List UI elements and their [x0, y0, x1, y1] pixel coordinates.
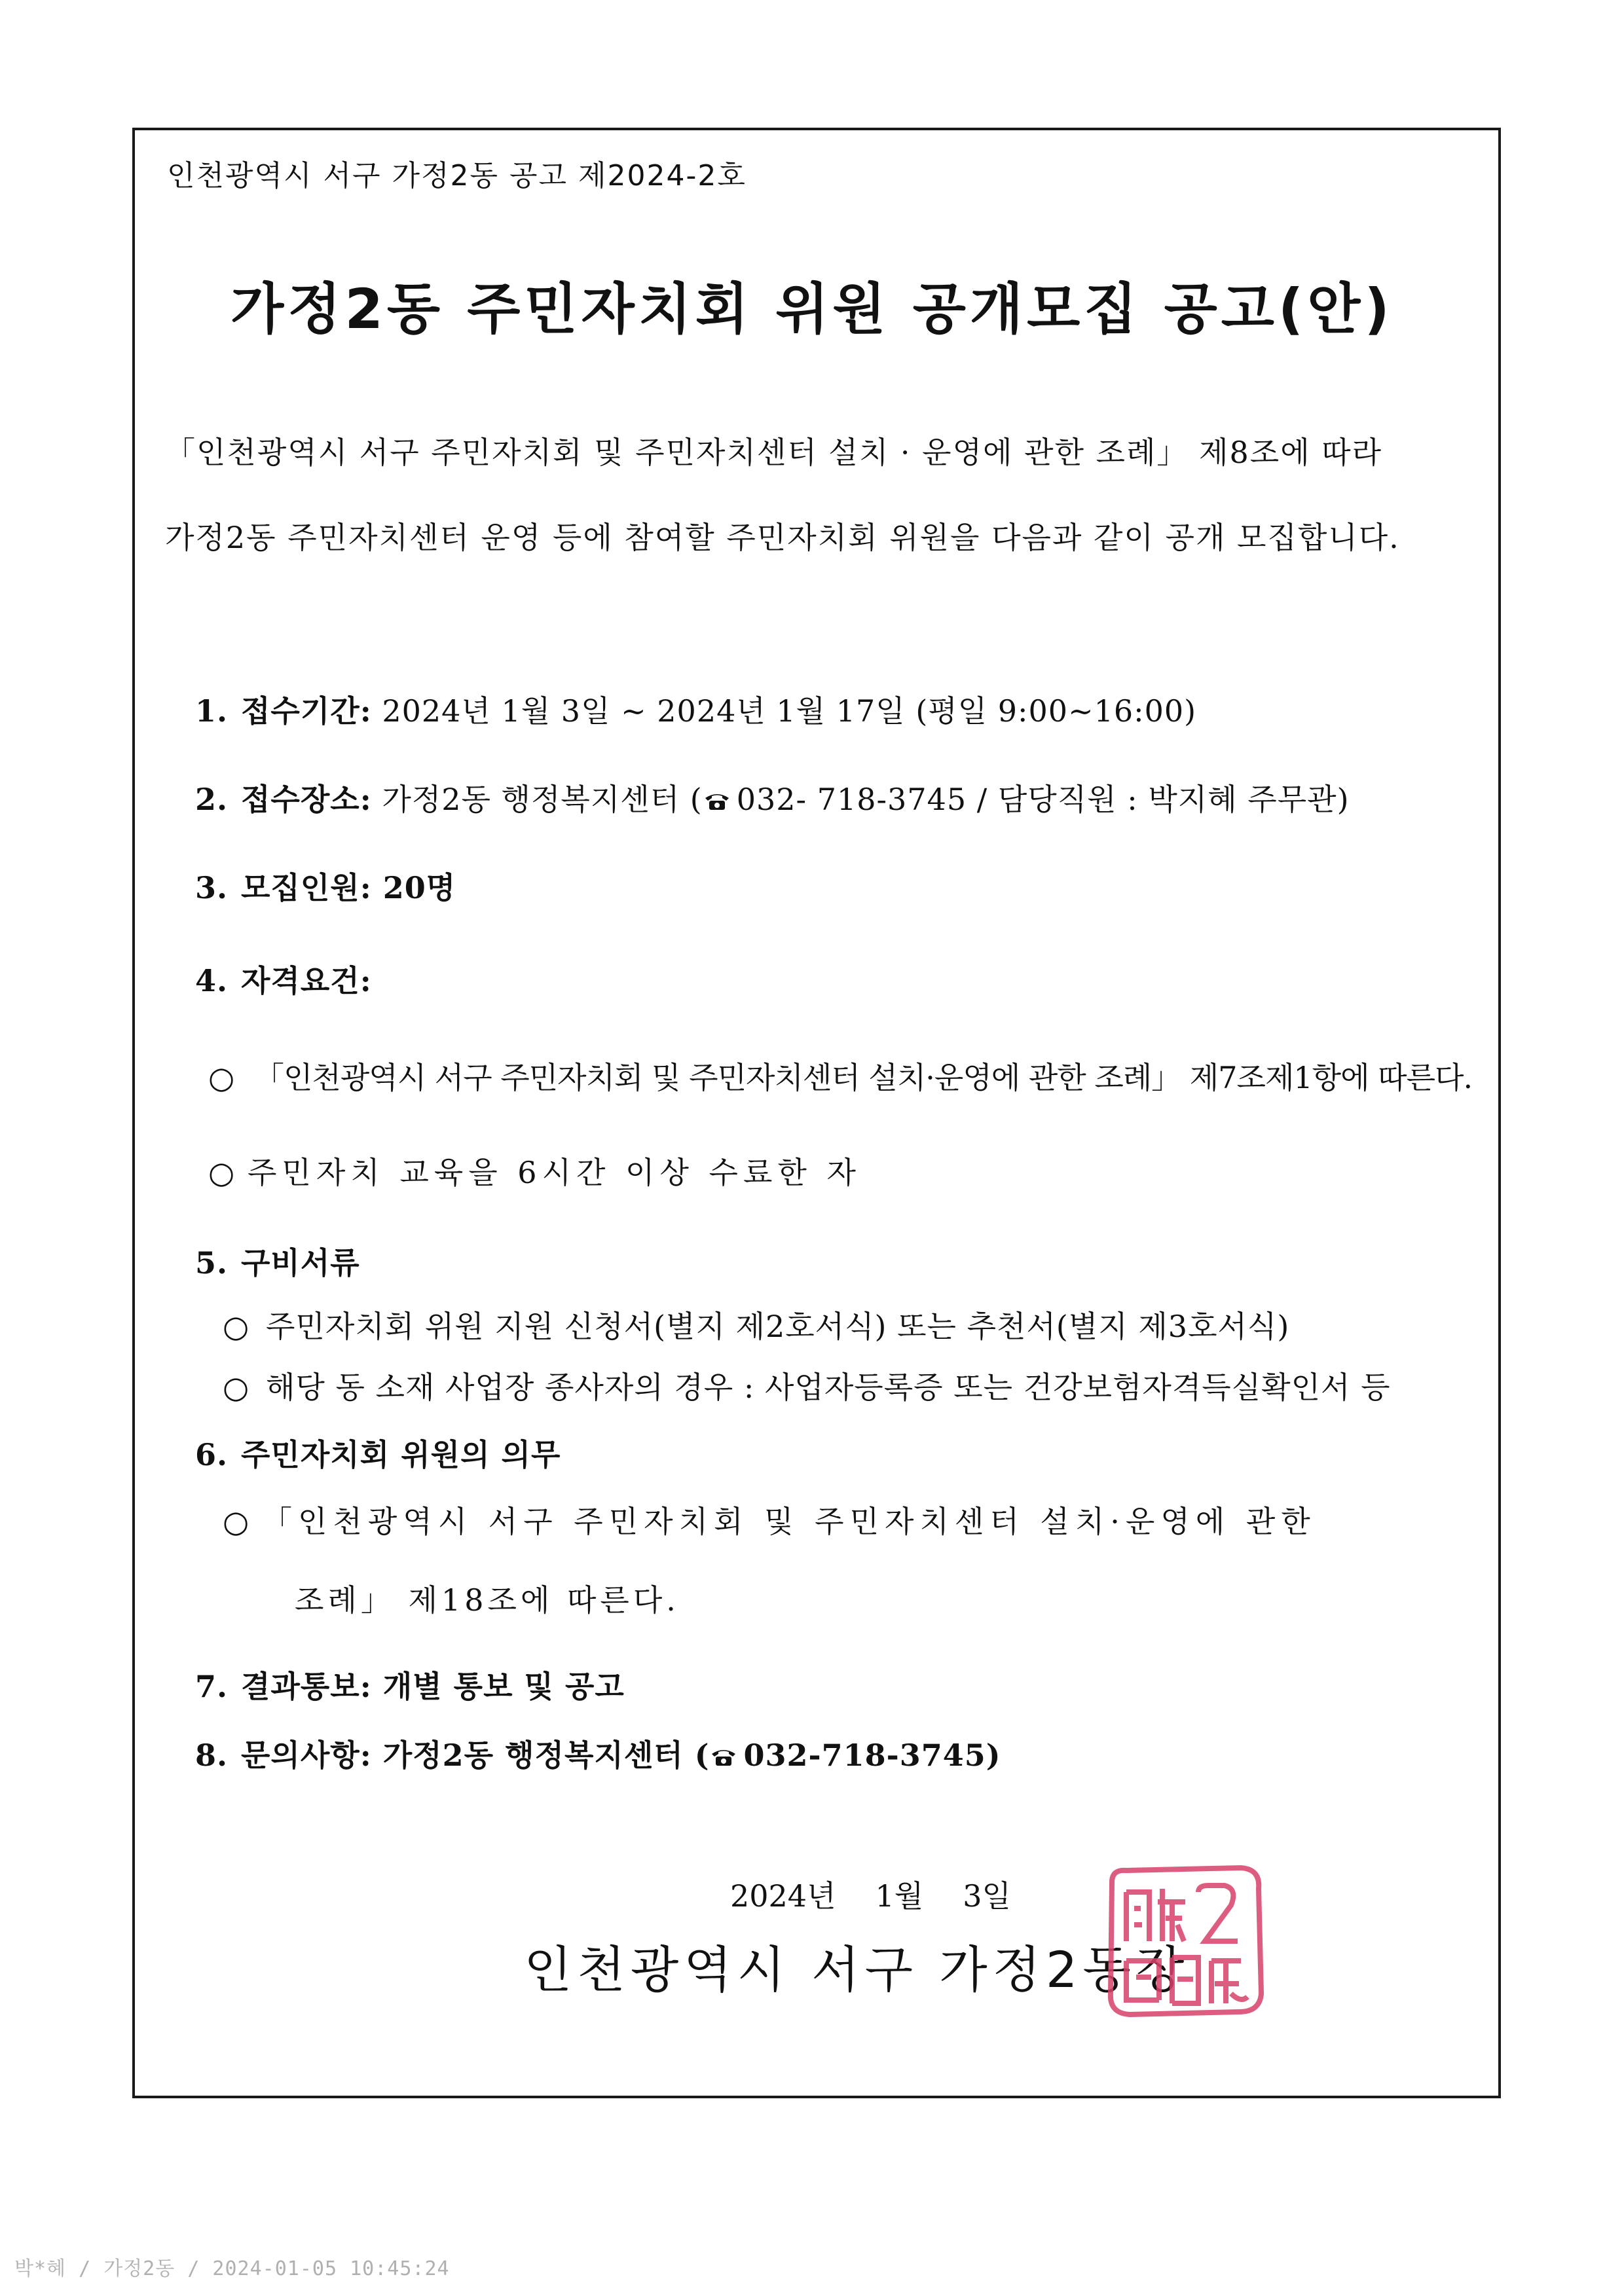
bullet-icon: ○	[223, 1309, 250, 1344]
item-required-documents	[195, 1239, 360, 1283]
item-text: 가정2동 행정복지센터 (	[371, 1738, 710, 1773]
list-item-continuation: 조례」 제18조에 따른다.	[295, 1582, 680, 1618]
notice-date	[730, 1872, 1011, 1916]
item-label: 결과통보:	[241, 1669, 372, 1704]
page-title: 가정2동 주민자치회 위원 공개모집 공고(안)	[231, 277, 1393, 341]
intro-line-2: 가정2동 주민자치센터 운영 등에 참여할 주민자치회 위원을 다음과 같이 공개 모집합니다.	[165, 520, 1400, 555]
phone-number: 032-718-3745	[743, 1738, 986, 1773]
item-inquiry	[195, 1732, 1001, 1775]
item-text-after: )	[986, 1738, 1001, 1773]
item-number: 6.	[195, 1437, 229, 1472]
list-item-text: 「인천광역시 서구 주민자치회 및 주민자치센터 설치·운영에 관한 조례」 제7조제1항에 따른다.	[254, 1060, 1473, 1095]
issuer-signature: 인천광역시 서구 가정2동장	[524, 1941, 1190, 1999]
item-number: 7.	[195, 1669, 229, 1704]
item-recruit-count	[195, 864, 456, 907]
list-item	[208, 1054, 1472, 1097]
item-text-after: / 담당직원 : 박지혜 주무관)	[967, 782, 1350, 817]
official-seal-icon	[1100, 1863, 1270, 2020]
item-label: 자격요건:	[241, 963, 372, 998]
item-result-notice	[195, 1663, 625, 1706]
list-item	[208, 1149, 861, 1192]
date-month: 1월	[875, 1878, 924, 1914]
item-label: 접수장소:	[241, 782, 372, 817]
list-item-text: 해당 동 소재 사업장 종사자의 경우 : 사업자등록증 또는 건강보험자격득실확인서 등	[266, 1370, 1391, 1405]
item-number: 5.	[195, 1245, 229, 1281]
bullet-icon: ○	[223, 1504, 255, 1539]
item-reception-place	[195, 776, 1350, 819]
item-qualifications	[195, 957, 372, 1000]
date-year: 2024년	[730, 1878, 836, 1914]
item-text: 20명	[371, 870, 456, 905]
bullet-icon: ○	[223, 1370, 250, 1405]
date-day: 3일	[963, 1878, 1011, 1914]
item-number: 1.	[195, 693, 229, 729]
item-number: 8.	[195, 1738, 229, 1773]
bullet-icon: ○	[208, 1155, 240, 1190]
phone-icon	[709, 1746, 738, 1767]
item-reception-period	[195, 687, 1196, 731]
list-item	[223, 1303, 1289, 1346]
item-text: 가정2동 행정복지센터 (	[371, 782, 703, 817]
item-number: 3.	[195, 870, 229, 905]
item-number: 2.	[195, 782, 229, 817]
notice-number: 인천광역시 서구 가정2동 공고 제2024-2호	[167, 159, 747, 192]
phone-icon	[703, 790, 731, 811]
intro-line-1: 「인천광역시 서구 주민자치회 및 주민자치센터 설치 · 운영에 관한 조례」 제8조에 따라	[165, 435, 1383, 470]
item-text: 개별 통보 및 공고	[371, 1669, 625, 1704]
item-number: 4.	[195, 963, 229, 998]
list-item	[223, 1364, 1391, 1407]
seal-text: 가정2동장인	[1185, 2017, 1189, 2018]
item-label: 접수기간:	[241, 693, 372, 729]
print-footer: 박*혜 / 가정2동 / 2024-01-05 10:45:24	[14, 2257, 450, 2280]
item-label: 주민자치회 위원의 의무	[241, 1437, 561, 1472]
item-label: 문의사항:	[241, 1738, 372, 1773]
item-text: 2024년 1월 3일 ~ 2024년 1월 17일 (평일 9:00~16:00)	[371, 693, 1197, 729]
list-item	[223, 1498, 1316, 1541]
document-border	[132, 128, 1501, 2098]
list-item-text: 주민자치 교육을 6시간 이상 수료한 자	[248, 1155, 861, 1190]
item-label: 구비서류	[241, 1245, 360, 1281]
phone-number: 032- 718-3745	[736, 782, 967, 817]
list-item-text: 주민자치회 위원 지원 신청서(별지 제2호서식) 또는 추천서(별지 제3호서식)	[266, 1309, 1290, 1344]
item-label: 모집인원:	[241, 870, 372, 905]
bullet-icon: ○	[208, 1060, 234, 1095]
list-item-text: 「인천광역시 서구 주민자치회 및 주민자치센터 설치·운영에 관한	[262, 1504, 1316, 1539]
item-member-duty	[195, 1431, 561, 1474]
